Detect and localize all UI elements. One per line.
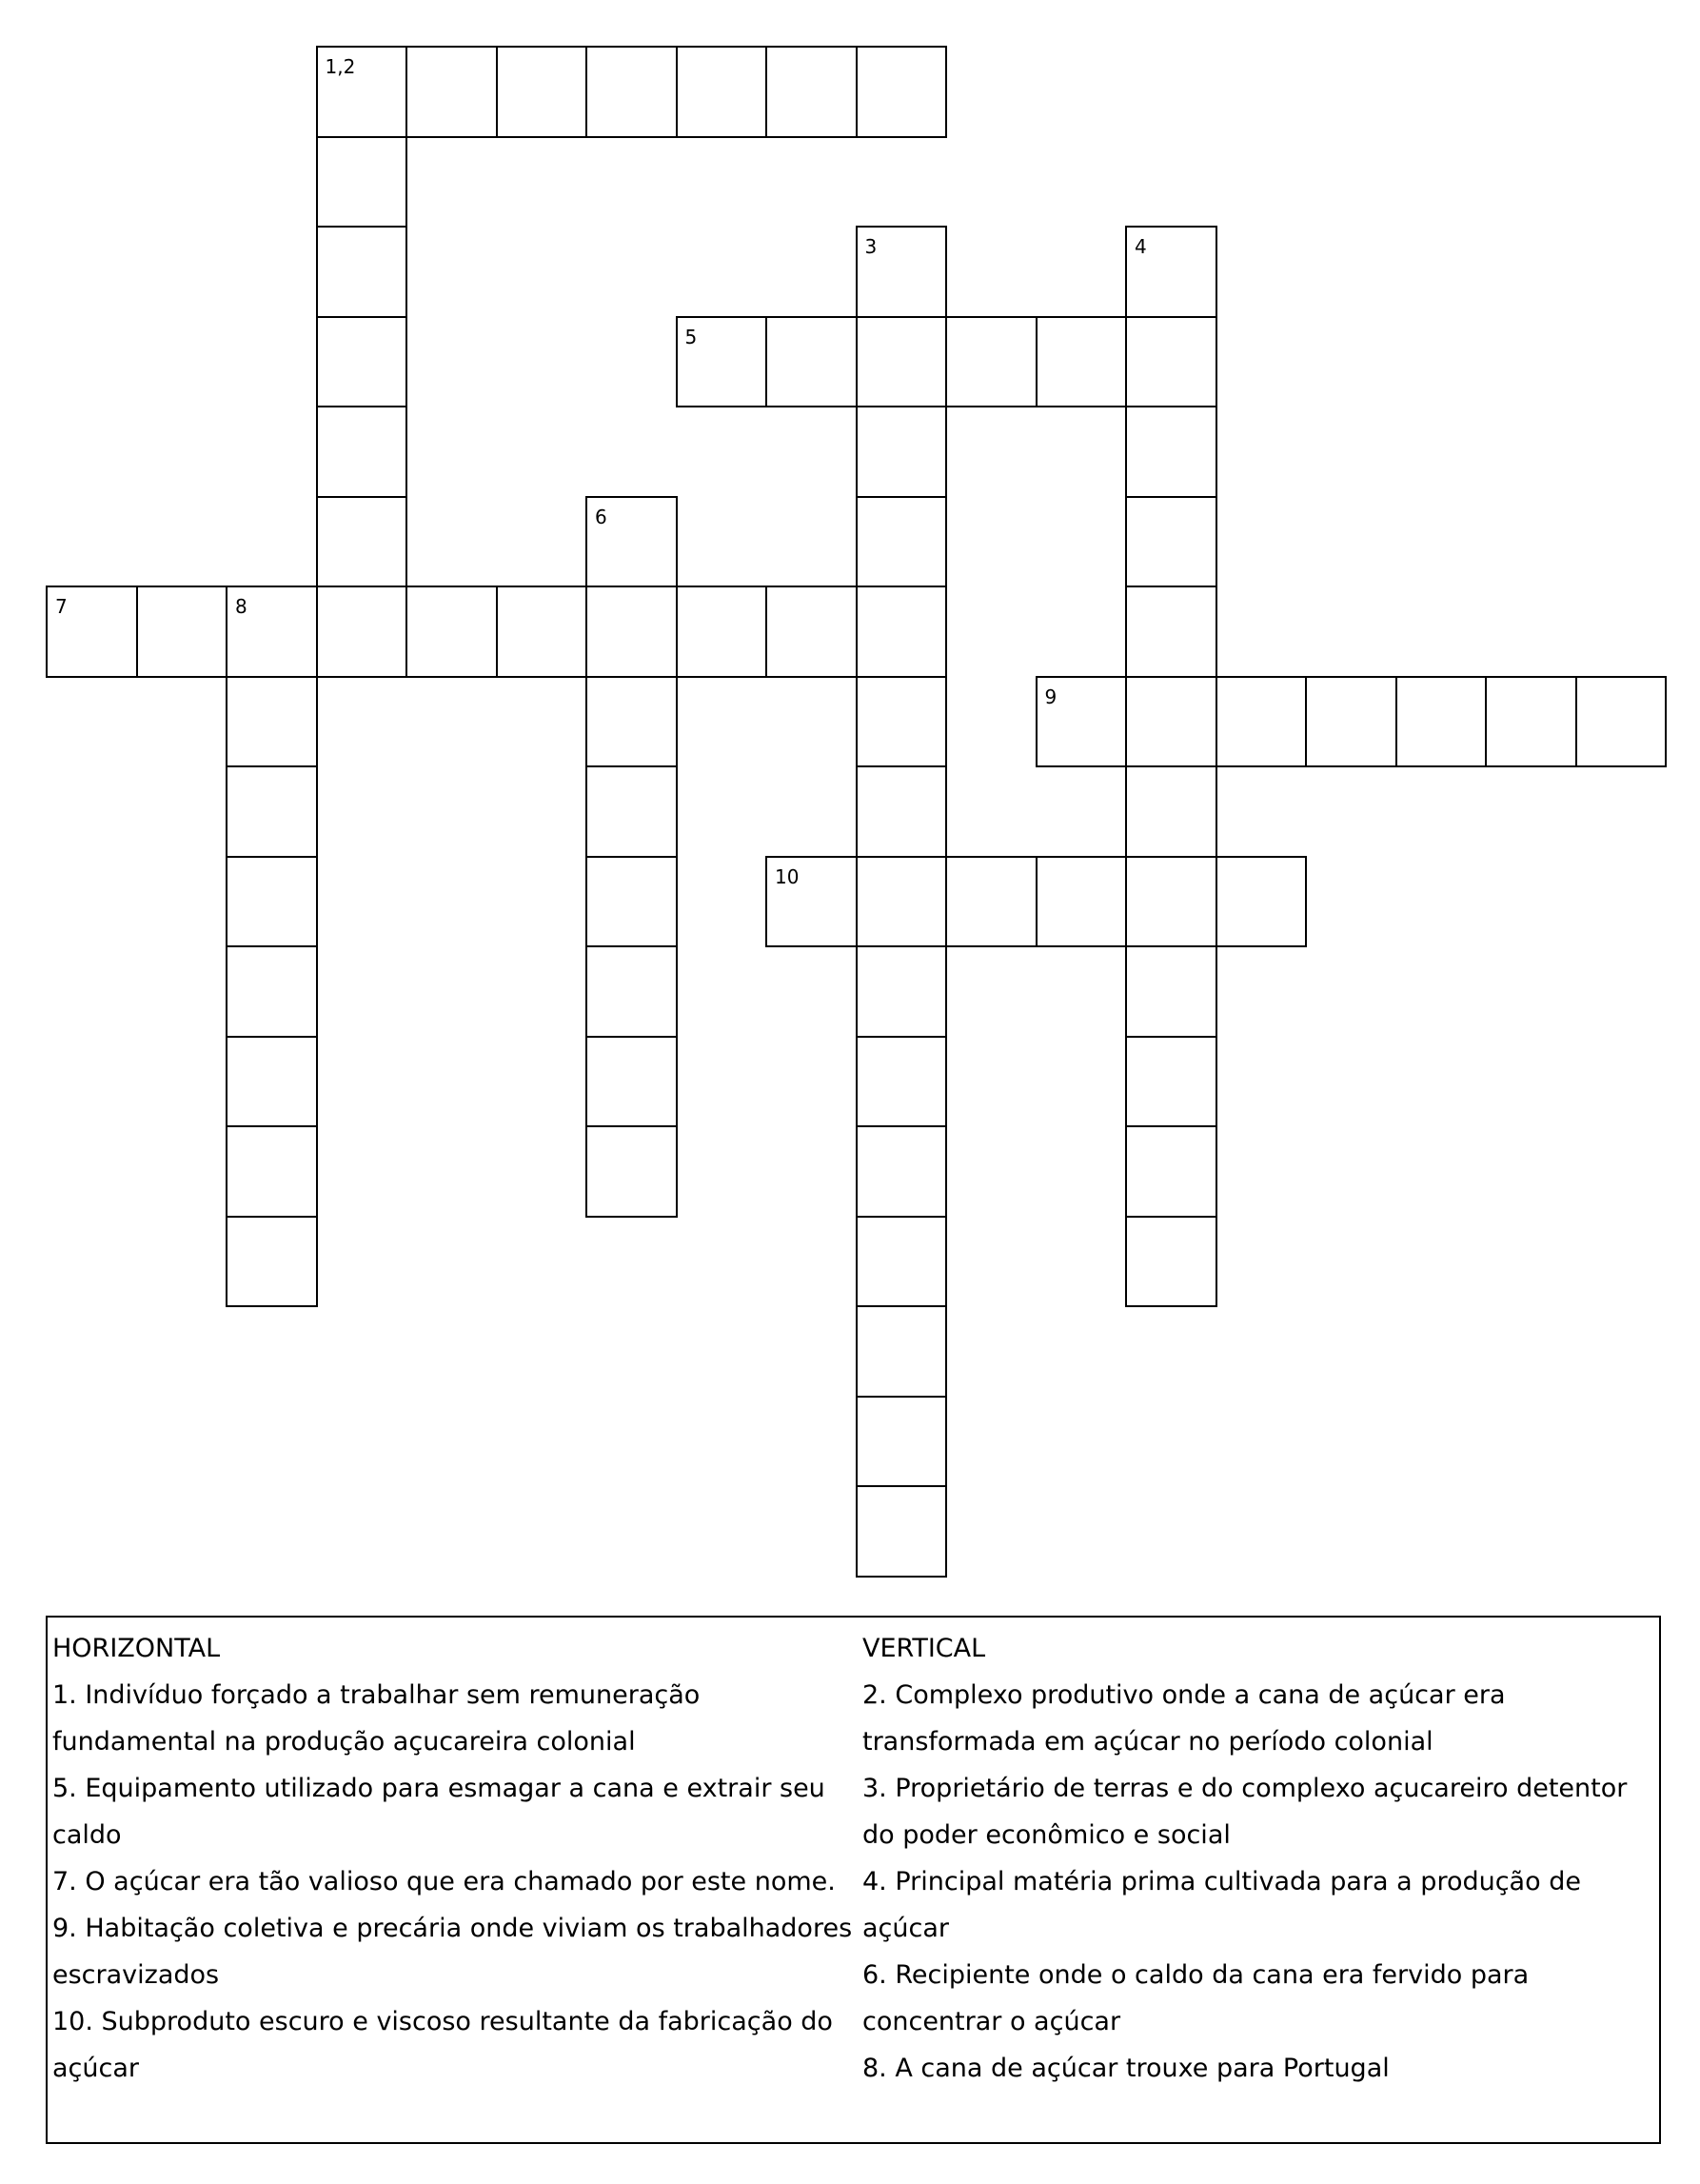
horizontal-heading: HORIZONTAL <box>52 1634 221 1663</box>
grid-cell[interactable] <box>226 945 318 1038</box>
letter-input[interactable] <box>858 947 946 1036</box>
clue-horizontal-7: 7. O açúcar era tão valioso que era chamado por este nome. <box>52 1867 836 1896</box>
letter-input[interactable] <box>227 767 316 856</box>
letter-input[interactable] <box>227 1038 316 1126</box>
letter-input[interactable] <box>587 48 676 136</box>
clue-number-4: 4 <box>1135 235 1147 258</box>
grid-cell[interactable] <box>226 1216 318 1308</box>
letter-input[interactable] <box>858 678 946 766</box>
grid-cell[interactable] <box>316 136 408 228</box>
grid-cell[interactable] <box>496 586 588 678</box>
letter-input[interactable] <box>48 587 136 676</box>
grid-cell[interactable] <box>136 586 228 678</box>
clue-number-7: 7 <box>55 595 68 618</box>
grid-cell[interactable] <box>1036 676 1128 768</box>
grid-cell[interactable] <box>1125 586 1217 678</box>
grid-cell[interactable] <box>1125 856 1217 948</box>
clue-number-6: 6 <box>595 505 607 528</box>
grid-cell[interactable] <box>496 46 588 138</box>
letter-input[interactable] <box>1127 1127 1216 1216</box>
clues-box <box>46 1616 1661 2144</box>
letter-input[interactable] <box>1038 318 1126 407</box>
grid-cell[interactable] <box>856 226 948 318</box>
grid-cell[interactable] <box>856 1216 948 1308</box>
letter-input[interactable] <box>767 318 856 407</box>
letter-input[interactable] <box>858 1218 946 1306</box>
grid-cell[interactable] <box>226 676 318 768</box>
grid-cell[interactable] <box>856 586 948 678</box>
letter-input[interactable] <box>587 498 676 586</box>
grid-cell[interactable] <box>226 1036 318 1128</box>
letter-input[interactable] <box>318 318 406 407</box>
grid-cell[interactable] <box>1036 856 1128 948</box>
grid-cell[interactable] <box>1125 676 1217 768</box>
letter-input[interactable] <box>1038 678 1126 766</box>
grid-cell[interactable] <box>1125 1125 1217 1218</box>
grid-cell[interactable] <box>585 586 678 678</box>
letter-input[interactable] <box>1217 678 1306 766</box>
grid-cell[interactable] <box>1575 676 1668 768</box>
letter-input[interactable] <box>858 858 946 946</box>
grid-cell[interactable] <box>585 765 678 858</box>
grid-cell[interactable] <box>1125 316 1217 408</box>
grid-cell[interactable] <box>765 316 858 408</box>
letter-input[interactable] <box>767 858 856 946</box>
clue-vertical-4: 4. Principal matéria prima cultivada para a produção de açúcar <box>862 1867 1581 1943</box>
letter-input[interactable] <box>1127 1218 1216 1306</box>
letter-input[interactable] <box>318 587 406 676</box>
letter-input[interactable] <box>227 947 316 1036</box>
letter-input[interactable] <box>678 587 766 676</box>
grid-cell[interactable] <box>765 46 858 138</box>
letter-input[interactable] <box>1127 498 1216 586</box>
grid-cell[interactable] <box>46 586 138 678</box>
grid-cell[interactable] <box>316 586 408 678</box>
letter-input[interactable] <box>587 587 676 676</box>
grid-cell[interactable] <box>856 765 948 858</box>
clue-horizontal-10: 10. Subproduto escuro e viscoso resultante da fabricação do açúcar <box>52 2007 833 2083</box>
letter-input[interactable] <box>1487 678 1575 766</box>
grid-cell[interactable] <box>585 46 678 138</box>
letter-input[interactable] <box>318 407 406 496</box>
clue-number-5: 5 <box>684 325 698 348</box>
grid-cell[interactable] <box>1036 316 1128 408</box>
letter-input[interactable] <box>227 1218 316 1306</box>
grid-cell[interactable] <box>1305 676 1397 768</box>
grid-cell[interactable] <box>1485 676 1577 768</box>
grid-cell[interactable] <box>856 1485 948 1578</box>
grid-cell[interactable] <box>226 856 318 948</box>
letter-input[interactable] <box>1127 678 1216 766</box>
letter-input[interactable] <box>318 48 406 136</box>
clue-horizontal-1: 1. Indivíduo forçado a trabalhar sem remuneração fundamental na produção açucareira colonial <box>52 1680 701 1757</box>
grid-cell[interactable] <box>676 586 768 678</box>
grid-cell[interactable] <box>226 765 318 858</box>
letter-input[interactable] <box>858 1307 946 1396</box>
letter-input[interactable] <box>947 318 1036 407</box>
grid-cell[interactable] <box>765 856 858 948</box>
letter-input[interactable] <box>227 678 316 766</box>
clue-vertical-8: 8. A cana de açúcar trouxe para Portugal <box>862 2054 1390 2083</box>
letter-input[interactable] <box>498 587 586 676</box>
clue-number-3: 3 <box>864 235 878 258</box>
letter-input[interactable] <box>1577 678 1666 766</box>
letter-input[interactable] <box>678 318 766 407</box>
letter-input[interactable] <box>587 858 676 946</box>
letter-input[interactable] <box>1217 858 1306 946</box>
grid-cell[interactable] <box>856 676 948 768</box>
letter-input[interactable] <box>858 48 946 136</box>
letter-input[interactable] <box>1127 228 1216 316</box>
grid-cell[interactable] <box>945 856 1038 948</box>
clue-number-10: 10 <box>775 864 800 888</box>
letter-input[interactable] <box>858 1127 946 1216</box>
grid-cell[interactable] <box>316 226 408 318</box>
grid-cell[interactable] <box>856 406 948 498</box>
letter-input[interactable] <box>318 138 406 227</box>
letter-input[interactable] <box>858 228 946 316</box>
letter-input[interactable] <box>858 1038 946 1126</box>
letter-input[interactable] <box>227 1127 316 1216</box>
grid-cell[interactable] <box>1125 765 1217 858</box>
letter-input[interactable] <box>498 48 586 136</box>
grid-cell[interactable] <box>585 1036 678 1128</box>
grid-cell[interactable] <box>316 406 408 498</box>
letter-input[interactable] <box>227 858 316 946</box>
grid-cell[interactable] <box>856 1036 948 1128</box>
letter-input[interactable] <box>947 858 1036 946</box>
letter-input[interactable] <box>318 228 406 316</box>
letter-input[interactable] <box>587 1127 676 1216</box>
vertical-heading: VERTICAL <box>862 1634 986 1663</box>
letter-input[interactable] <box>1307 678 1395 766</box>
grid-cell[interactable] <box>585 1125 678 1218</box>
letter-input[interactable] <box>587 678 676 766</box>
grid-cell[interactable] <box>316 496 408 588</box>
letter-input[interactable] <box>587 1038 676 1126</box>
grid-cell[interactable] <box>856 46 948 138</box>
letter-input[interactable] <box>858 587 946 676</box>
grid-cell[interactable] <box>316 316 408 408</box>
clue-vertical-6: 6. Recipiente onde o caldo da cana era fervido para concentrar o açúcar <box>862 1960 1530 2036</box>
grid-cell[interactable] <box>585 496 678 588</box>
letter-input[interactable] <box>858 1398 946 1486</box>
letter-input[interactable] <box>1127 587 1216 676</box>
clue-horizontal-5: 5. Equipamento utilizado para esmagar a cana e extrair seu caldo <box>52 1774 825 1850</box>
letter-input[interactable] <box>858 318 946 407</box>
grid-cell[interactable] <box>1125 1036 1217 1128</box>
letter-input[interactable] <box>1397 678 1486 766</box>
letter-input[interactable] <box>227 587 316 676</box>
letter-input[interactable] <box>407 587 496 676</box>
grid-cell[interactable] <box>1125 1216 1217 1308</box>
letter-input[interactable] <box>1127 767 1216 856</box>
clue-vertical-2: 2. Complexo produtivo onde a cana de açúcar era transformada em açúcar no período colonial <box>862 1680 1506 1757</box>
grid-cell[interactable] <box>1125 406 1217 498</box>
grid-cell[interactable] <box>226 586 318 678</box>
grid-cell[interactable] <box>856 1396 948 1488</box>
grid-cell[interactable] <box>1125 226 1217 318</box>
grid-cell[interactable] <box>676 316 768 408</box>
grid-cell[interactable] <box>1216 676 1308 768</box>
grid-cell[interactable] <box>585 676 678 768</box>
letter-input[interactable] <box>1127 407 1216 496</box>
letter-input[interactable] <box>858 1487 946 1576</box>
grid-cell[interactable] <box>585 856 678 948</box>
letter-input[interactable] <box>858 407 946 496</box>
letter-input[interactable] <box>587 767 676 856</box>
grid-cell[interactable] <box>1125 945 1217 1038</box>
letter-input[interactable] <box>138 587 227 676</box>
letter-input[interactable] <box>1127 1038 1216 1126</box>
letter-input[interactable] <box>767 587 856 676</box>
grid-cell[interactable] <box>1125 496 1217 588</box>
grid-cell[interactable] <box>585 945 678 1038</box>
grid-cell[interactable] <box>1395 676 1488 768</box>
letter-input[interactable] <box>858 767 946 856</box>
grid-cell[interactable] <box>405 46 498 138</box>
clue-number-9: 9 <box>1044 685 1058 708</box>
grid-cell[interactable] <box>856 1125 948 1218</box>
letter-input[interactable] <box>767 48 856 136</box>
grid-cell[interactable] <box>226 1125 318 1218</box>
vertical-clues <box>862 1625 1657 2092</box>
grid-cell[interactable] <box>945 316 1038 408</box>
grid-cell[interactable] <box>765 586 858 678</box>
letter-input[interactable] <box>1038 858 1126 946</box>
grid-cell[interactable] <box>1216 856 1308 948</box>
letter-input[interactable] <box>678 48 766 136</box>
letter-input[interactable] <box>407 48 496 136</box>
letter-input[interactable] <box>1127 858 1216 946</box>
grid-cell[interactable] <box>316 46 408 138</box>
clue-number-1-2: 1,2 <box>325 55 356 78</box>
grid-cell[interactable] <box>856 945 948 1038</box>
letter-input[interactable] <box>318 498 406 586</box>
grid-cell[interactable] <box>856 316 948 408</box>
letter-input[interactable] <box>587 947 676 1036</box>
letter-input[interactable] <box>1127 947 1216 1036</box>
grid-cell[interactable] <box>856 1305 948 1398</box>
grid-cell[interactable] <box>405 586 498 678</box>
letter-input[interactable] <box>858 498 946 586</box>
grid-cell[interactable] <box>856 496 948 588</box>
grid-cell[interactable] <box>856 856 948 948</box>
horizontal-clues <box>52 1625 871 2092</box>
clue-number-8: 8 <box>235 595 247 618</box>
clue-horizontal-9: 9. Habitação coletiva e precária onde viviam os trabalhadores escravizados <box>52 1914 853 1990</box>
letter-input[interactable] <box>1127 318 1216 407</box>
grid-cell[interactable] <box>676 46 768 138</box>
clue-vertical-3: 3. Proprietário de terras e do complexo açucareiro detentor do poder econômico e social <box>862 1774 1628 1850</box>
